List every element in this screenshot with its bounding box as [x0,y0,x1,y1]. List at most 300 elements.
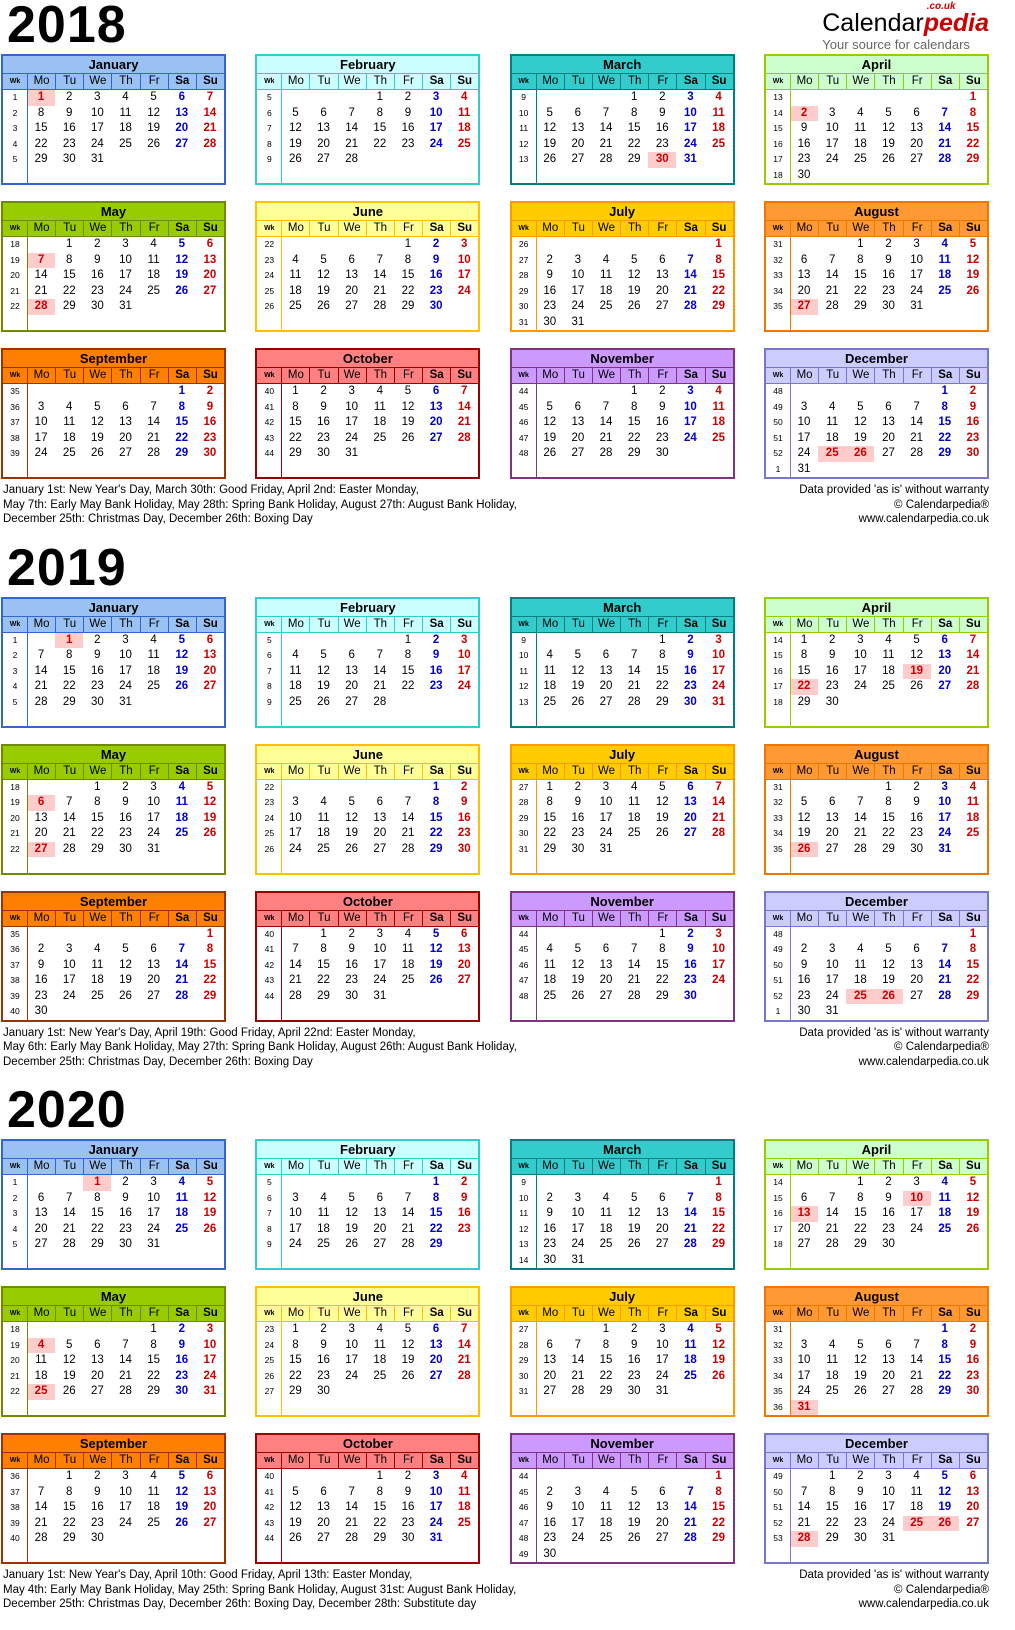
holiday-day-cell: 19 [903,664,931,680]
week-row [512,1369,733,1385]
day-cell: 5 [348,1191,355,1204]
day-cell: 25 [401,974,415,986]
week-number: 9 [266,696,272,707]
weekday-header: We [83,74,111,90]
day-cell: 21 [345,1516,359,1529]
day-cell [648,1253,676,1269]
week-number: 49 [518,1548,529,1559]
weekday-header: Tu [309,764,337,780]
weekday-header: Mo [281,617,309,633]
month-title: May [3,1288,224,1306]
day-cell: 21 [373,284,387,297]
day-cell [846,1400,874,1416]
day-cell: 21 [457,416,471,428]
week-number: 40 [264,1471,275,1481]
day-cell: 19 [797,827,811,839]
day-cell: 23 [825,680,839,692]
day-cell [676,1384,704,1400]
week-column-divider [536,780,537,873]
week-row [3,1206,224,1222]
day-cell: 15 [62,664,76,677]
week-column-header: Wk [772,225,784,232]
day-cell [27,384,55,400]
day-cell: 26 [543,153,557,165]
weekday-header: Fr [648,764,676,780]
month-body [3,1469,224,1562]
week-column-divider [536,1469,537,1562]
week-row [3,1175,224,1191]
day-cell: 21 [373,680,387,692]
weekday-header: Fr [140,1159,168,1175]
day-cell: 23 [910,827,924,839]
week-column-header: Wk [772,767,784,775]
weekday-header: Su [450,617,478,633]
day-cell: 25 [543,989,557,1002]
day-cell: 31 [825,1005,839,1017]
weekday-header: Su [705,1159,733,1175]
day-cell: 28 [599,447,613,459]
calendarpedia-url[interactable]: www.calendarpedia.co.uk [858,1598,989,1610]
day-cell: 15 [289,416,302,428]
day-cell [111,1322,139,1338]
week-row [3,1516,224,1532]
week-number: 34 [773,828,783,838]
day-cell: 21 [966,664,980,677]
day-cell: 29 [966,153,980,165]
day-cell: 17 [712,664,725,677]
holiday-day-cell: 25 [818,446,846,462]
week-number: 5 [12,696,18,707]
week-row [3,679,224,695]
day-cell [620,315,648,331]
weekday-header-row [257,764,478,780]
day-cell: 3 [715,633,722,646]
day-cell: 14 [34,1501,48,1513]
day-cell [281,633,309,649]
week-number: 43 [264,975,275,985]
month-2020-august [764,1286,989,1417]
day-cell: 9 [66,106,73,119]
week-number: 35 [773,843,783,854]
week-number: 27 [518,1324,529,1334]
day-cell: 31 [938,842,952,855]
weekday-header-row [257,74,478,90]
copyright-block [799,1568,989,1612]
month-body [3,1322,224,1415]
week-number: 26 [518,239,529,249]
day-cell [705,152,733,168]
month-body [3,90,224,183]
day-cell: 20 [203,1501,217,1513]
weekday-header: We [83,221,111,237]
day-cell [648,1175,676,1191]
day-cell: 26 [571,989,585,1002]
day-cell: 11 [401,943,414,955]
week-row [3,1338,224,1354]
day-cell: 18 [712,122,725,134]
day-cell: 29 [825,1532,839,1544]
day-cell: 23 [203,431,217,444]
day-cell: 4 [630,780,638,793]
weekday-header: Su [959,1306,987,1322]
day-cell: 2 [320,385,327,397]
day-cell: 1 [546,780,553,793]
weekday-header: Fr [394,617,422,633]
day-cell: 16 [429,664,443,677]
day-cell: 9 [885,1191,892,1204]
day-cell: 9 [348,943,355,955]
day-cell: 13 [599,958,613,971]
day-cell: 17 [429,122,443,134]
day-cell: 27 [655,1238,669,1250]
week-number: 23 [264,1324,275,1334]
day-cell: 27 [203,1516,217,1529]
month-2018-april [764,54,989,185]
weekday-header: We [592,911,620,927]
day-cell [676,1175,704,1191]
day-cell [874,168,902,184]
day-cell: 8 [885,796,892,808]
day-cell: 28 [684,300,697,312]
day-cell: 29 [34,153,48,165]
day-cell: 15 [712,269,725,281]
day-cell: 31 [684,153,697,165]
day-cell: 4 [404,927,412,940]
week-row [512,811,733,827]
weekday-header-row [257,1159,478,1175]
day-cell: 2 [94,238,101,250]
day-cell: 19 [147,122,161,134]
weekday-header: Mo [27,911,55,927]
weekday-header: Su [705,74,733,90]
weekday-header: Mo [27,221,55,237]
week-number: 6 [266,1192,272,1203]
weekday-header: Tu [564,368,592,384]
day-cell [903,1004,931,1020]
month-body [512,633,733,726]
day-cell: 26 [401,1369,415,1382]
day-cell: 24 [712,974,725,986]
day-cell: 28 [345,153,359,165]
day-cell: 21 [62,1222,76,1235]
day-cell: 1 [715,238,722,250]
day-cell: 10 [655,1338,669,1351]
weekday-header: Fr [140,1306,168,1322]
day-cell: 5 [292,106,299,119]
day-cell: 16 [853,1501,867,1513]
day-cell: 4 [546,943,553,955]
day-cell [818,1400,846,1416]
month-title: June [257,203,478,221]
day-cell: 22 [712,284,725,297]
day-cell: 2 [432,238,440,250]
month-body [257,384,478,477]
day-cell: 19 [655,811,669,824]
week-number: 18 [10,1324,20,1334]
day-cell: 17 [147,1207,161,1219]
day-cell: 1 [715,1176,722,1188]
weekday-header-row [512,1453,733,1469]
day-cell: 16 [543,284,557,297]
day-cell [309,633,337,649]
day-cell: 7 [461,385,468,397]
weekday-header: Su [196,74,224,90]
week-row [766,973,987,989]
day-cell [281,927,309,943]
day-cell: 5 [206,780,214,793]
day-cell [309,1175,337,1191]
day-cell: 10 [825,122,839,134]
weekday-header: We [592,764,620,780]
day-cell: 6 [941,633,948,646]
weekday-header: Th [874,221,902,237]
week-column-divider [790,237,791,330]
day-cell: 10 [119,1485,132,1498]
day-cell: 10 [119,253,132,266]
day-cell: 6 [885,400,892,413]
week-row [3,973,224,989]
holiday-legend-line: January 1st: New Year's Day, April 10th: Good Friday, April 13th: Easter Monday, [3,1569,413,1581]
day-cell: 17 [429,1501,443,1513]
day-cell: 8 [602,1338,610,1351]
day-cell: 27 [938,680,952,692]
month-body [766,780,987,873]
week-row [3,1191,224,1207]
day-cell: 11 [600,269,612,281]
month-body [257,90,478,183]
day-cell: 4 [320,796,327,808]
week-number: 21 [10,285,20,296]
day-cell: 16 [90,269,104,281]
day-cell: 13 [429,400,443,413]
day-cell: 30 [62,153,76,165]
day-cell: 12 [853,1354,867,1366]
week-number: 30 [518,301,529,311]
day-cell: 6 [461,927,468,940]
day-cell: 6 [546,1338,553,1351]
day-cell [959,462,987,478]
week-number: 44 [264,1533,275,1543]
week-row [3,284,224,300]
day-cell: 1 [885,780,892,793]
day-cell: 14 [34,664,48,677]
day-cell: 21 [34,1516,48,1529]
day-cell: 28 [401,1238,415,1250]
week-number: 32 [773,254,783,265]
day-cell [818,927,846,943]
weekday-header: We [846,1159,874,1175]
day-cell: 5 [546,106,553,119]
day-cell: 14 [627,958,641,971]
day-cell [168,299,196,315]
weekday-header: Su [450,1453,478,1469]
day-cell: 6 [828,796,836,808]
week-number: 25 [264,1355,275,1365]
week-row [3,237,224,253]
day-cell: 18 [684,1354,697,1366]
weekday-header: Tu [564,74,592,90]
copyright-line: © Calendarpedia® [894,498,989,511]
weekday-header: Th [620,221,648,237]
weekday-header: We [846,764,874,780]
day-cell: 7 [857,796,864,808]
day-cell: 18 [90,974,104,986]
month-2020-december [764,1433,989,1564]
week-number: 4 [12,1223,18,1234]
week-number: 10 [518,107,529,118]
day-cell: 15 [712,1501,725,1513]
day-cell: 21 [34,680,48,692]
week-column-header: Wk [9,914,21,922]
holiday-day-cell: 27 [790,299,818,315]
day-cell: 29 [712,1532,725,1544]
day-cell [648,1469,676,1485]
day-cell: 22 [147,1369,161,1382]
day-cell: 22 [966,974,980,986]
holiday-day-cell: 28 [27,299,55,315]
day-cell: 18 [147,664,161,677]
holiday-day-cell: 2 [790,106,818,122]
day-cell: 28 [119,1385,132,1397]
month-title: July [512,203,733,221]
week-row [766,1353,987,1369]
day-cell: 1 [432,1176,440,1188]
calendarpedia-url[interactable]: www.calendarpedia.co.uk [858,513,989,525]
day-cell: 22 [175,431,189,444]
weekday-header: Su [705,368,733,384]
month-body [3,633,224,726]
day-cell: 31 [882,1532,895,1544]
week-row [257,1237,478,1253]
day-cell: 1 [376,1470,384,1482]
weekday-header: Sa [422,368,450,384]
day-cell: 17 [655,1354,669,1366]
month-2019-september [1,891,226,1022]
day-cell: 13 [825,811,839,824]
day-cell: 17 [203,1354,217,1366]
day-cell: 11 [854,122,867,134]
day-cell: 16 [401,1501,415,1513]
day-cell [168,152,196,168]
day-cell: 24 [457,284,471,297]
day-cell: 20 [571,431,585,444]
weekday-header: We [592,617,620,633]
day-cell: 29 [203,989,217,1002]
day-cell: 4 [376,1323,384,1335]
weekday-header: We [592,1453,620,1469]
weekday-header-row [3,764,224,780]
week-number: 40 [10,1006,20,1016]
day-cell: 5 [913,633,920,646]
day-cell: 14 [457,1338,471,1351]
week-row [3,253,224,269]
day-cell: 9 [574,796,582,808]
day-cell: 23 [882,284,895,297]
week-column-divider [790,384,791,477]
day-cell: 5 [630,253,638,266]
week-column-divider [281,384,282,477]
day-cell: 26 [627,1238,641,1250]
day-cell [450,1237,478,1253]
weekday-header-row [3,1159,224,1175]
day-cell: 21 [457,1354,471,1366]
calendarpedia-url[interactable]: www.calendarpedia.co.uk [858,1055,989,1068]
weekday-header: Su [705,1453,733,1469]
day-cell: 25 [373,1369,387,1382]
week-row [257,633,478,649]
day-cell: 5 [404,1323,412,1335]
weekday-header: Tu [309,368,337,384]
day-cell [196,842,224,858]
week-number: 6 [266,107,272,118]
day-cell [705,1384,733,1400]
week-row [766,811,987,827]
week-row [766,1175,987,1191]
calendarpedia-logo[interactable] [822,2,989,52]
day-cell: 13 [317,122,330,134]
day-cell: 7 [206,91,214,103]
day-cell: 24 [429,137,443,150]
day-cell: 17 [345,416,359,428]
week-row [766,842,987,858]
day-cell: 7 [913,1338,920,1351]
day-cell: 8 [66,1485,73,1498]
week-number: 18 [10,781,20,792]
weekday-header: Fr [648,911,676,927]
day-cell: 24 [345,1369,359,1382]
day-cell [168,1531,196,1547]
logo-text-pedia: pedia [923,9,989,37]
weekday-header: Tu [564,1159,592,1175]
week-row [257,237,478,253]
week-row [766,826,987,842]
day-cell: 2 [885,238,892,250]
day-cell: 26 [175,680,189,692]
week-row [257,1369,478,1385]
day-cell: 6 [969,1470,977,1482]
week-number: 27 [264,1386,275,1396]
weekday-header: Th [620,764,648,780]
weekday-header: We [83,1159,111,1175]
weekday-header: Tu [309,1306,337,1322]
day-cell: 26 [62,1385,76,1397]
day-cell [168,1004,196,1020]
week-row [512,137,733,153]
day-cell: 24 [34,447,48,459]
day-cell: 11 [119,106,132,119]
weekday-header-row [3,617,224,633]
day-cell: 23 [34,989,48,1002]
day-cell: 3 [659,1323,666,1335]
day-cell: 5 [292,1485,299,1498]
week-number: 34 [773,1370,783,1381]
week-column-divider [790,1469,791,1562]
day-cell: 10 [147,1191,161,1204]
day-cell [790,927,818,943]
day-cell: 4 [150,1470,157,1482]
weekday-header: Mo [536,911,564,927]
day-cell: 26 [289,1532,302,1544]
day-cell: 27 [571,447,585,459]
day-cell: 11 [458,1485,471,1498]
week-row [257,415,478,431]
day-cell [338,237,366,253]
day-cell [903,695,931,711]
week-row [3,90,224,106]
weekday-header: Mo [790,1159,818,1175]
week-row [766,431,987,447]
week-row [3,268,224,284]
